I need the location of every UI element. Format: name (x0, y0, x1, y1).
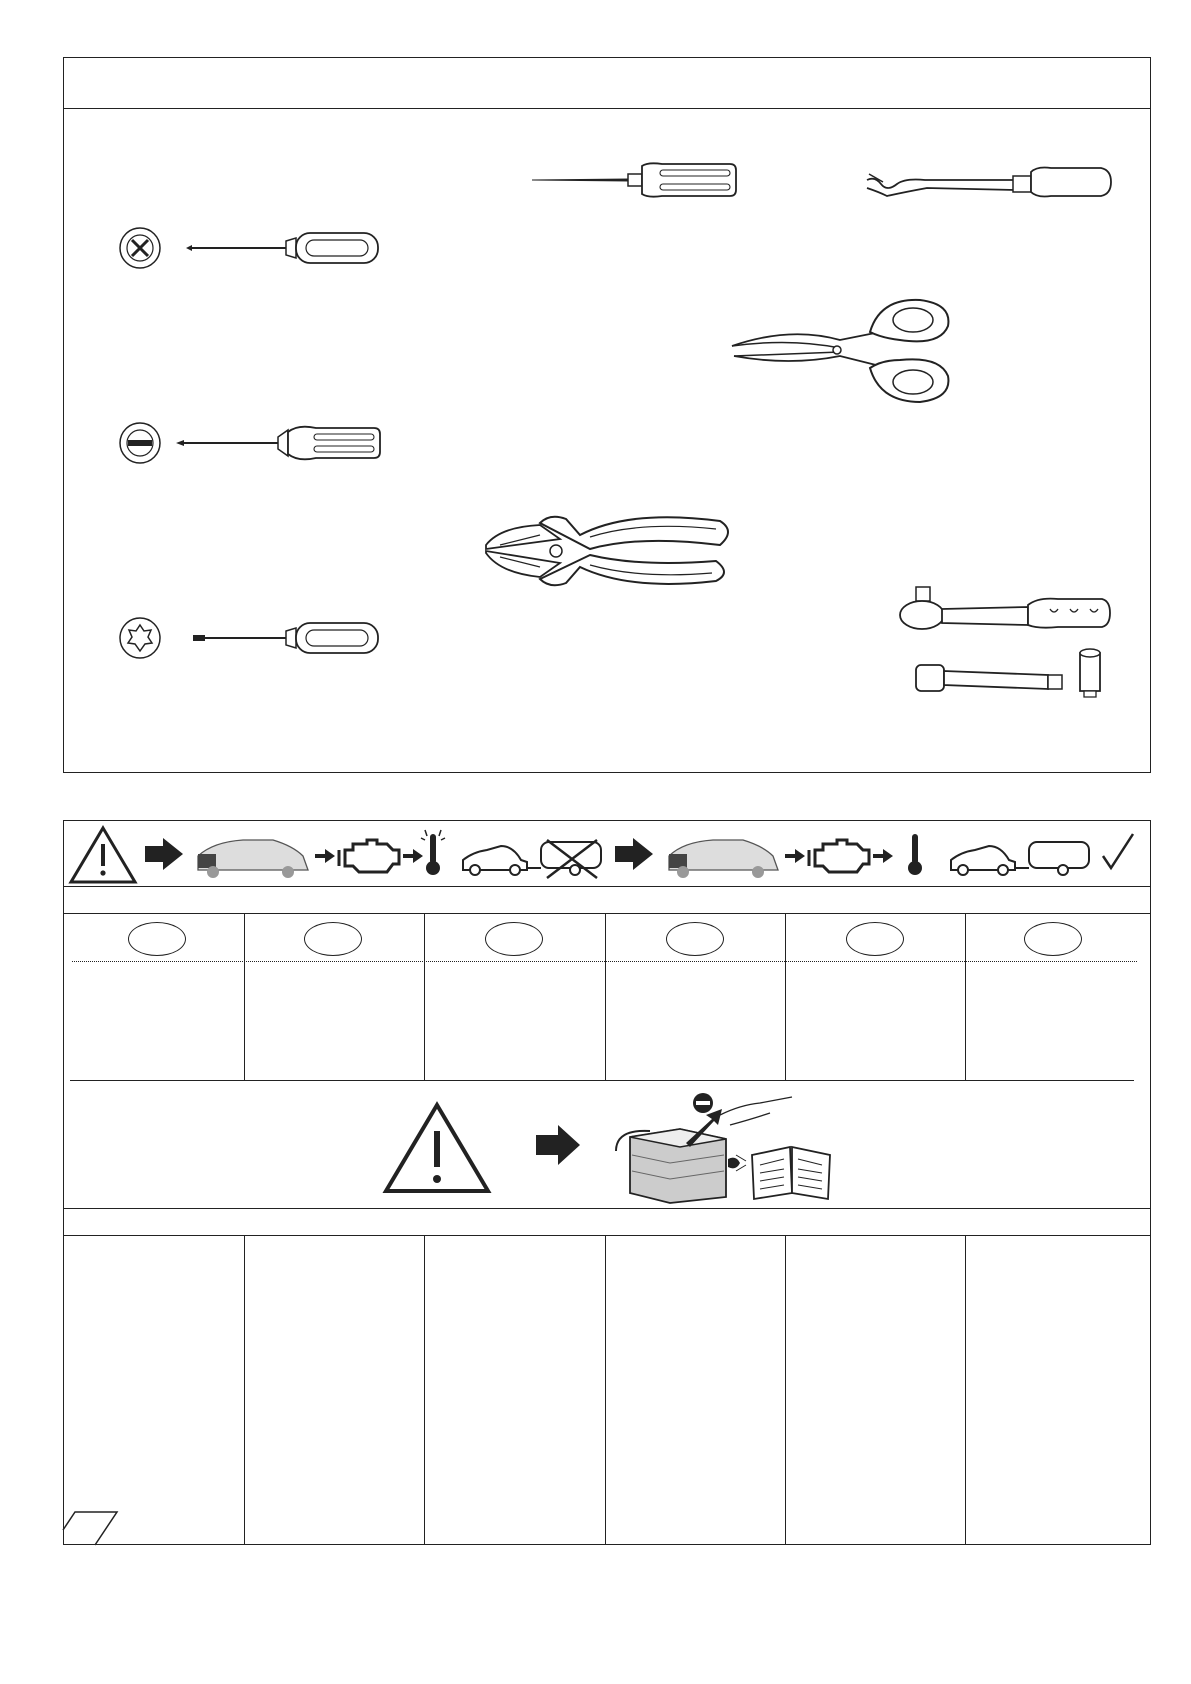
column-separator (244, 914, 245, 1080)
column-separator (244, 1236, 245, 1545)
torx-screwdriver-icon (118, 615, 388, 661)
arrow-icon (785, 849, 805, 863)
checkmark-icon (1103, 834, 1133, 868)
page-corner-mark (63, 1508, 123, 1546)
column-separator (424, 914, 425, 1080)
trim-removal-tool-icon (865, 162, 1115, 202)
temperature-icon (908, 834, 922, 875)
engine-warning-icon (339, 840, 399, 872)
column-separator (605, 1236, 606, 1545)
manual-read-icon (728, 1147, 830, 1199)
arrow-icon (145, 838, 183, 870)
socket-extension-icon (912, 645, 1112, 701)
warning-triangle-icon (71, 828, 135, 882)
awl-icon (530, 160, 740, 200)
car-icon (669, 840, 778, 878)
scissors-icon (730, 296, 960, 406)
upper-row-divider (70, 1080, 1134, 1081)
section-title-bar-1 (63, 886, 1151, 914)
engine-warning-icon (809, 840, 869, 872)
ratchet-icon (898, 585, 1113, 633)
language-badge (666, 922, 724, 956)
car-icon (198, 840, 308, 878)
warning-triangle-icon (386, 1105, 488, 1191)
column-separator (785, 914, 786, 1080)
arrow-icon (315, 849, 335, 863)
column-separator (424, 1236, 425, 1545)
language-badge (304, 922, 362, 956)
arrow-icon (536, 1125, 580, 1165)
language-badge (128, 922, 186, 956)
column-separator (785, 1236, 786, 1545)
column-separator (965, 914, 966, 1080)
battery-warning-row (380, 1085, 850, 1205)
language-badge (846, 922, 904, 956)
tools-panel-header (63, 57, 1151, 109)
car-with-trailer-icon (951, 842, 1089, 875)
pictogram-row (63, 820, 1151, 886)
flat-screwdriver-icon (118, 420, 388, 466)
side-cutters-icon (480, 505, 740, 595)
car-with-trailer-crossed-icon (463, 840, 601, 878)
column-separator (605, 914, 606, 1080)
temperature-warning-icon (421, 830, 445, 875)
arrow-icon (873, 849, 893, 863)
language-badge (1024, 922, 1082, 956)
language-badge (485, 922, 543, 956)
column-separator (965, 1236, 966, 1545)
phillips-screwdriver-icon (118, 225, 388, 271)
arrow-icon (403, 849, 423, 863)
section-title-bar-2 (63, 1208, 1151, 1236)
arrow-icon (615, 838, 653, 870)
